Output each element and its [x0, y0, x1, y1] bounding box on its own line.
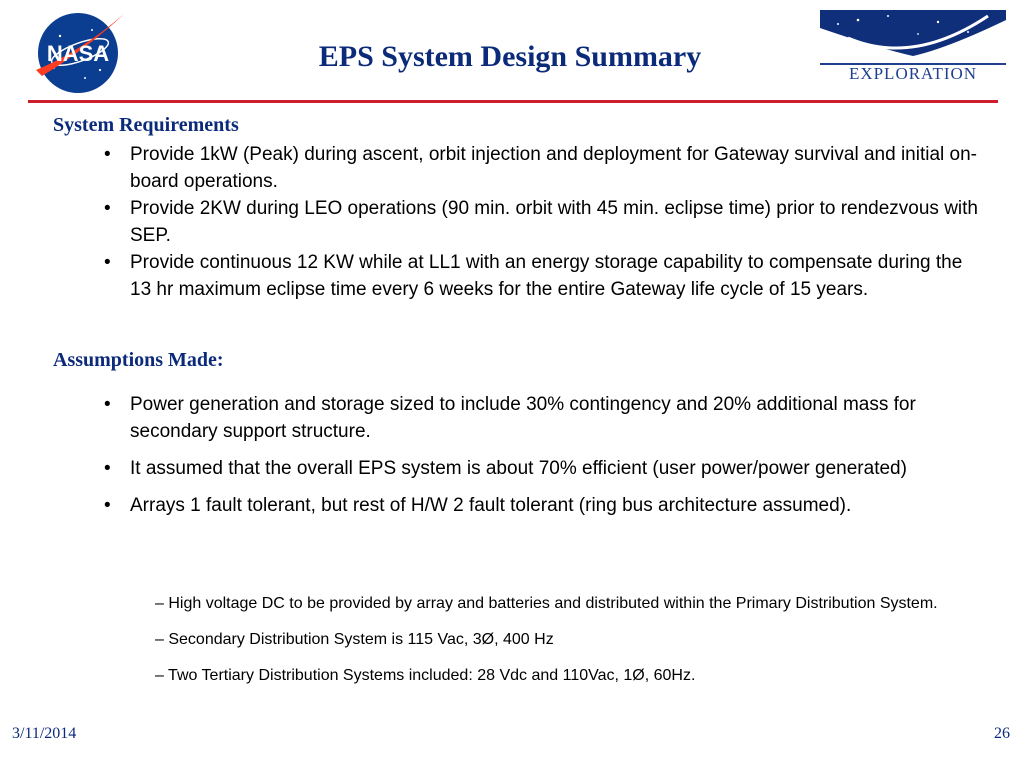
- sub-list-item: – Secondary Distribution System is 115 Vac, 3Ø, 400 Hz: [155, 631, 554, 648]
- list-item: • Arrays 1 fault tolerant, but rest of H/W 2 fault tolerant (ring bus architecture assumed).: [104, 492, 984, 519]
- bullet-icon: •: [104, 144, 111, 165]
- bullet-icon: •: [104, 198, 111, 219]
- nasa-logo: [30, 8, 126, 96]
- assumptions-list: [104, 391, 984, 529]
- bullet-icon: •: [104, 495, 111, 516]
- assumptions-heading: Assumptions Made:: [53, 349, 224, 371]
- title-divider: [28, 100, 998, 103]
- list-item: • Power generation and storage sized to include 30% contingency and 20% additional mass for secondary support structure.: [104, 391, 984, 445]
- page-number: 26: [994, 725, 1010, 742]
- list-item: • Provide continuous 12 KW while at LL1 with an energy storage capability to compensate during the 13 hr maximum eclipse time every 6 weeks for the entire Gateway life cycle of 15 years.: [104, 249, 984, 303]
- system-requirements-list: [104, 141, 984, 303]
- exploration-logo-text: EXPLORATION: [848, 64, 978, 83]
- list-item: • Provide 1kW (Peak) during ascent, orbit injection and deployment for Gateway survival and initial on-board operations.: [104, 141, 984, 195]
- bullet-icon: •: [104, 394, 111, 415]
- assumptions-sub-list: [155, 592, 965, 700]
- exploration-logo: [818, 8, 1008, 84]
- sub-list-item: – High voltage DC to be provided by array and batteries and distributed within the Primary Distribution System.: [155, 595, 938, 612]
- bullet-icon: •: [104, 458, 111, 479]
- list-item: • It assumed that the overall EPS system is about 70% efficient (user power/power generated): [104, 455, 984, 482]
- footer-date: 3/11/2014: [12, 725, 77, 742]
- system-requirements-heading: System Requirements: [53, 114, 239, 136]
- sub-list-item: – Two Tertiary Distribution Systems included: 28 Vdc and 110Vac, 1Ø, 60Hz.: [155, 667, 696, 684]
- page-title: EPS System Design Summary: [318, 40, 702, 73]
- nasa-logo-text: NASA: [46, 41, 110, 66]
- bullet-icon: •: [104, 252, 111, 273]
- list-item: • Provide 2KW during LEO operations (90 min. orbit with 45 min. eclipse time) prior to rendezvous with SEP.: [104, 195, 984, 249]
